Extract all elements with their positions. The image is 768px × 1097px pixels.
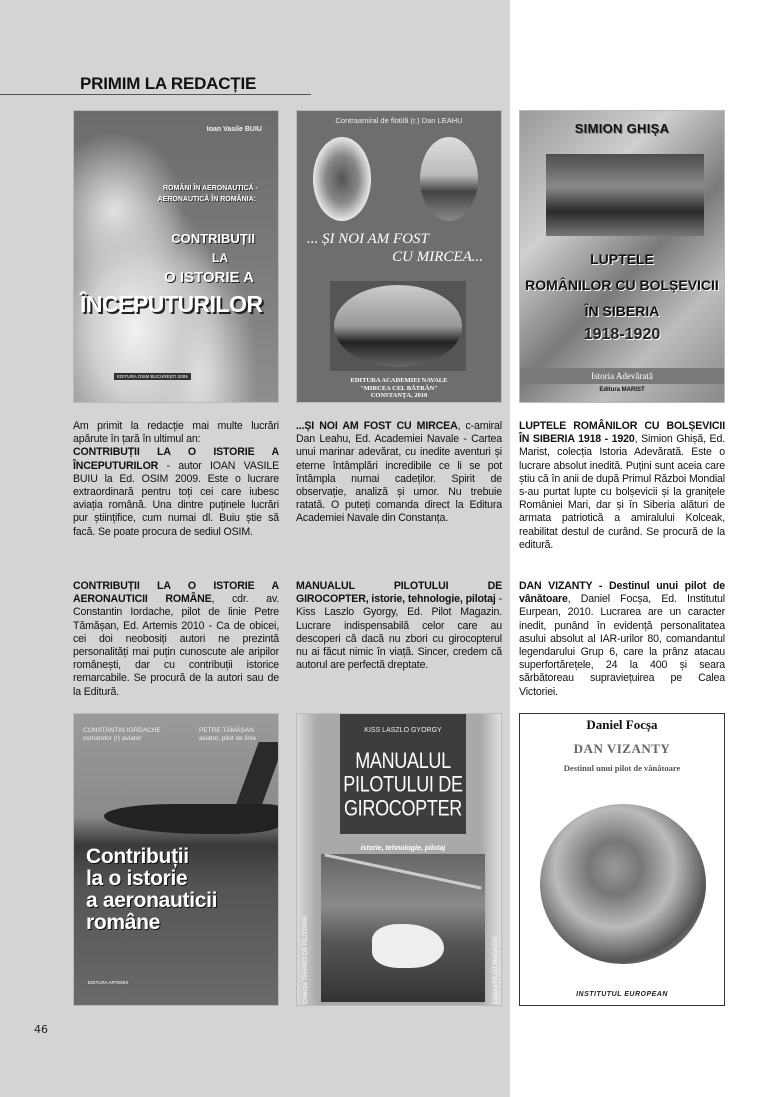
cover-title: CONTRIBUȚII: [171, 231, 255, 246]
cover-publisher: EDITURA ARTEMIS: [88, 980, 129, 985]
ship-photo-oval: [313, 137, 371, 221]
book-blurb: [73, 580, 279, 699]
author-role: comandor (r) aviator: [83, 735, 142, 742]
publisher-line: CONSTANȚA, 2010: [370, 392, 428, 399]
blurb-text: - Kiss Laszlo Gyorgy, Ed. Pilot Magazin. Lucrare indispensabilă celor care au descoperi că dacă nu zbori cu girocopterul nu ai făcut nimic în viață. Sincer, credem că autorul are perfectă dreptate.: [296, 593, 503, 672]
title-line: la o istorie: [86, 867, 188, 890]
cover-publisher: Editura MARIST: [599, 387, 645, 393]
cover-author: KISS LASZLO GYORGY: [364, 727, 442, 734]
blurb-title: ...ȘI NOI AM FOST CU MIRCEA: [296, 420, 458, 432]
section-title: PRIMIM LA REDACȚIE: [80, 74, 257, 93]
book-cover-contributii-aeronauticii-romane: [73, 713, 279, 1006]
blurb-text: , c-amiral Dan Leahu, Ed. Academiei Navale - Cartea unui marinar adevărat, cu inedite aventuri și eterne întâmplări incredibile ce li se pot întâmpla numai cadeților. Spirit de observație, analiză și umor. Nu trebuie ratată. O puteți comanda direct la Editura Academiei Navale din Constanța.: [296, 420, 502, 525]
title-line: a aeronauticii: [86, 889, 218, 912]
cover-title: LUPTELE: [590, 251, 654, 267]
cover-years: 1918-1920: [583, 326, 661, 343]
cover-subtitle: istorie, tehnologie, pilotaj: [360, 845, 446, 852]
blurb-title: LUPTELE ROMÂNILOR CU BOLȘEVICII ÎN SIBERIA 1918 - 1920: [519, 420, 725, 446]
author-name: PETRE TĂMĂȘAN: [199, 727, 254, 734]
blurb-text: , Simion Ghișă, Ed. Marist, colecția Istoria Adevărată. Este o lucrare absolut inedită. Puțini sunt aceia care știu că în anii de după Primul Război Mondial s-au purtat lupte cu bolșevicii și la granițele României Mari, dar și în Siberia alături de armata patriotică a amiralului Kolceak, reabilitat destul de curând. Se procură de la editură.: [519, 433, 725, 551]
page-number: 46: [34, 1023, 48, 1036]
cover-title: ÎN SIBERIA: [584, 303, 660, 319]
ship-photo: [330, 281, 466, 371]
blurb-title: MANUALUL PILOTULUI DE GIROCOPTER, istorie, tehnologie, pilotaj: [296, 580, 502, 606]
title-line: PILOTULUI DE: [343, 771, 463, 797]
cover-title: LA: [212, 251, 228, 265]
title-line: MANUALUL: [355, 747, 451, 773]
book-cover-si-noi-am-fost-cu-mircea: [296, 110, 502, 403]
author-role: aviator, pilot de linie: [199, 735, 257, 742]
pilot-portrait-photo: [540, 804, 706, 964]
book-blurb: [296, 580, 502, 672]
blurb-title: CONTRIBUȚII LA O ISTORIE A ÎNCEPUTURILOR: [73, 446, 279, 472]
blurb-title: DAN VIZANTY - Destinul unui pilot de vânătoare: [519, 580, 725, 606]
blurb-text: , Daniel Focșa, Ed. Institutul Eurpean, 2010. Lucrarea are un caracter inedit, punând în evidență personalitatea asului absolut al IAR-urilor 80, comandantul legendarului Grup 6, care la prânz atacau superfortărețele, 24 la 400 și seara sărbătoreau supraviețuirea pe Calea Victoriei.: [519, 593, 725, 698]
cover-author: Ioan Vasile BUIU: [206, 126, 262, 133]
book-blurb: [519, 420, 725, 552]
blurb-text: - autor IOAN VASILE BUIU la Ed. OSIM 2009. Este o lucrare extraordinară pentru toți cei care iubesc aviația română. Una dintre puținele lucrări pur științifice, cum numai dl. Buiu știe să facă. Se poate procura de sediul OSIM.: [73, 459, 279, 538]
gyrocopter-body: [372, 924, 444, 968]
book-cover-manualul-pilotului-de-girocopter: [296, 713, 502, 1006]
historic-photo: [546, 154, 704, 236]
title-underline: [0, 94, 311, 95]
cover-title: DAN VIZANTY: [573, 741, 671, 756]
book-blurb: [296, 420, 502, 526]
author-name: CONSTANTIN IORDACHE: [83, 727, 161, 734]
title-line: române: [86, 911, 161, 934]
cover-collection: Colecția TEHNICI DE PILOTARE: [303, 915, 309, 1004]
book-cover-contributii-inceputurilor: [73, 110, 279, 403]
book-cover-luptele-romanilor: [519, 110, 725, 403]
cover-publisher: [297, 377, 501, 400]
book-blurb: [519, 580, 725, 699]
blurb-intro: Am primit la redacție mai multe lucrări apărute în țară în ultimul an:: [73, 420, 279, 446]
cover-title: ROMÂNILOR CU BOLȘEVICII: [525, 277, 719, 293]
cover-publisher-logo: EDITURA OSIM BUCUREȘTI 2009: [114, 373, 191, 380]
cover-publisher: Editura PILOT MAGAZIN: [493, 937, 499, 1004]
book-blurb: [73, 420, 279, 539]
cover-subtitle: AERONAUTICĂ ÎN ROMÂNIA:: [157, 196, 256, 203]
cover-title: [340, 749, 466, 820]
cover-title: [86, 846, 217, 934]
cover-subtitle: ROMÂNI ÎN AERONAUTICĂ -: [162, 185, 258, 192]
cover-title: O ISTORIE A: [163, 269, 254, 286]
publisher-line: EDITURA ACADEMIEI NAVALE: [350, 377, 448, 384]
cover-author: Contraamiral de flotilă (r.) Dan LEAHU: [335, 116, 463, 125]
cover-title: ... ȘI NOI AM FOST: [307, 231, 429, 247]
publisher-line: "MIRCEA CEL BĂTRÂN": [360, 384, 438, 392]
cover-publisher: INSTITUTUL EUROPEAN: [576, 991, 668, 998]
blurb-text: , cdr. av. Constantin Iordache, pilot de linie Petre Tămășan, Ed. Artemis 2010 - Ca de obicei, cei doi neobosiți autori ne prezintă personalități mai puțin cunoscute ale aripilor românești, dar cu contribuții istorice remarcabile. Se procură de la autori sau de la Editură.: [73, 593, 280, 698]
cover-title: CU MIRCEA...: [392, 249, 483, 265]
jet-fuselage: [104, 804, 279, 834]
blurb-title: CONTRIBUȚII LA O ISTORIE A AERONAUTICII ROMÂNE: [73, 580, 279, 606]
book-cover-dan-vizanty: [519, 713, 725, 1006]
cover-subtitle: Destinul unui pilot de vânătoare: [563, 763, 681, 773]
jet-tail: [233, 742, 279, 812]
cover-title: ÎNCEPUTURILOR: [80, 291, 263, 317]
ship-photo-oval: [420, 137, 478, 221]
title-line: Contribuții: [86, 845, 189, 868]
cover-author: [199, 727, 256, 743]
cover-author: [83, 727, 161, 743]
title-line: GIROCOPTER: [343, 795, 462, 821]
cover-author: SIMION GHIȘA: [574, 121, 670, 136]
cover-author: Daniel Focșa: [586, 717, 658, 732]
cover-collection: Istoria Adevărată: [520, 368, 724, 384]
